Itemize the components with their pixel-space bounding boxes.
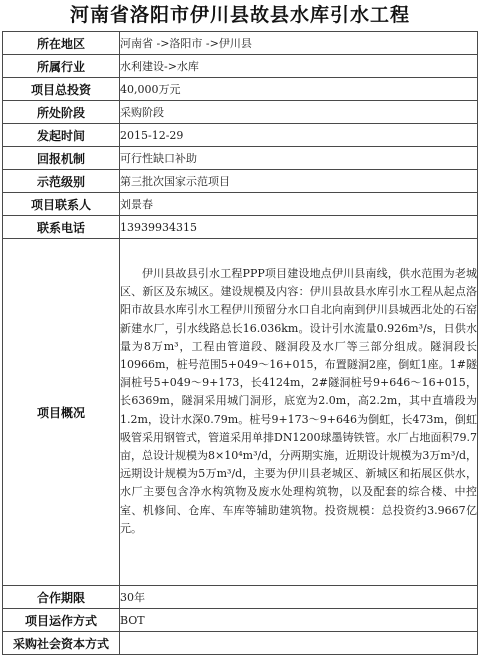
- value-region: 河南省 ->洛阳市 ->伊川县: [120, 32, 478, 55]
- row-return-mechanism: [3, 147, 478, 170]
- value-investment: 40,000万元: [120, 78, 478, 101]
- value-cooperation-term: 30年: [120, 586, 478, 609]
- value-demo-level: 第三批次国家示范项目: [120, 170, 478, 193]
- value-stage: 采购阶段: [120, 101, 478, 124]
- label-return-mechanism: 回报机制: [3, 147, 120, 170]
- row-start-date: [3, 124, 478, 147]
- row-region: [3, 32, 478, 55]
- overview-text: 伊川县故县引水工程PPP项目建设地点伊川县南线，供水范围为老城区、新区及东城区。建设规模及内容：伊川县故县水库引水工程从起点洛阳市故县水库引水工程伊川预留分水口自北向南到伊川县城西北处的石窑新建水厂，引水线路总长16.036km。设计引水流量0.926m³/s，日供水量为8万m³，工程由管道段、隧洞段及水厂等三部分组成。隧洞段长10966m，桩号范围5+049～16+015，布置隧洞2座，倒虹1座。1#隧洞桩号5+049～9+173，长4124m，2#隧洞桩号9+646～16+015，长6369m，隧洞采用城门洞形，底宽为2.0m，高2.2m，其中直墙段为1.2m，设计水深0.79m。桩号9+173～9+646为倒虹，长473m，倒虹吸管采用钢管式，管道采用单排DN1200球墨铸铁管。水厂占地面积79.7亩，总设计规模为8×10⁴m³/d，分两期实施，近期设计规模为3万m³/d，远期设计规模为5万m³/d，主要为伊川县老城区、新城区和拓展区供水，水厂主要包含净水构筑物及废水处理构筑物，以及配套的综合楼、中控室、机修间、仓库、车库等辅助建筑物。投资规模：总投资约3.9667亿元。: [120, 267, 477, 535]
- value-contact: 刘景春: [120, 193, 478, 216]
- label-procurement-method: 采购社会资本方式: [3, 632, 120, 655]
- row-cooperation-term: [3, 586, 478, 609]
- row-phone: [3, 216, 478, 239]
- label-contact: 项目联系人: [3, 193, 120, 216]
- label-phone: 联系电话: [3, 216, 120, 239]
- label-overview: 项目概况: [3, 239, 120, 586]
- label-investment: 项目总投资: [3, 78, 120, 101]
- row-contact: [3, 193, 478, 216]
- label-stage: 所处阶段: [3, 101, 120, 124]
- value-return-mechanism: 可行性缺口补助: [120, 147, 478, 170]
- label-region: 所在地区: [3, 32, 120, 55]
- label-cooperation-term: 合作期限: [3, 586, 120, 609]
- row-investment: [3, 78, 478, 101]
- value-operation-mode: BOT: [120, 609, 478, 632]
- value-start-date: 2015-12-29: [120, 124, 478, 147]
- row-overview: [3, 239, 478, 586]
- row-industry: [3, 55, 478, 78]
- row-operation-mode: [3, 609, 478, 632]
- value-phone: 13939934315: [120, 216, 478, 239]
- row-procurement-method: [3, 632, 478, 655]
- label-industry: 所属行业: [3, 55, 120, 78]
- label-operation-mode: 项目运作方式: [3, 609, 120, 632]
- label-start-date: 发起时间: [3, 124, 120, 147]
- label-demo-level: 示范级别: [3, 170, 120, 193]
- value-procurement-method: [120, 632, 478, 655]
- overview-cell: [120, 239, 478, 586]
- value-industry: 水利建设->水库: [120, 55, 478, 78]
- page-title: 河南省洛阳市伊川县故县水库引水工程: [69, 4, 410, 26]
- row-demo-level: [3, 170, 478, 193]
- project-info-table: [2, 31, 478, 655]
- row-stage: [3, 101, 478, 124]
